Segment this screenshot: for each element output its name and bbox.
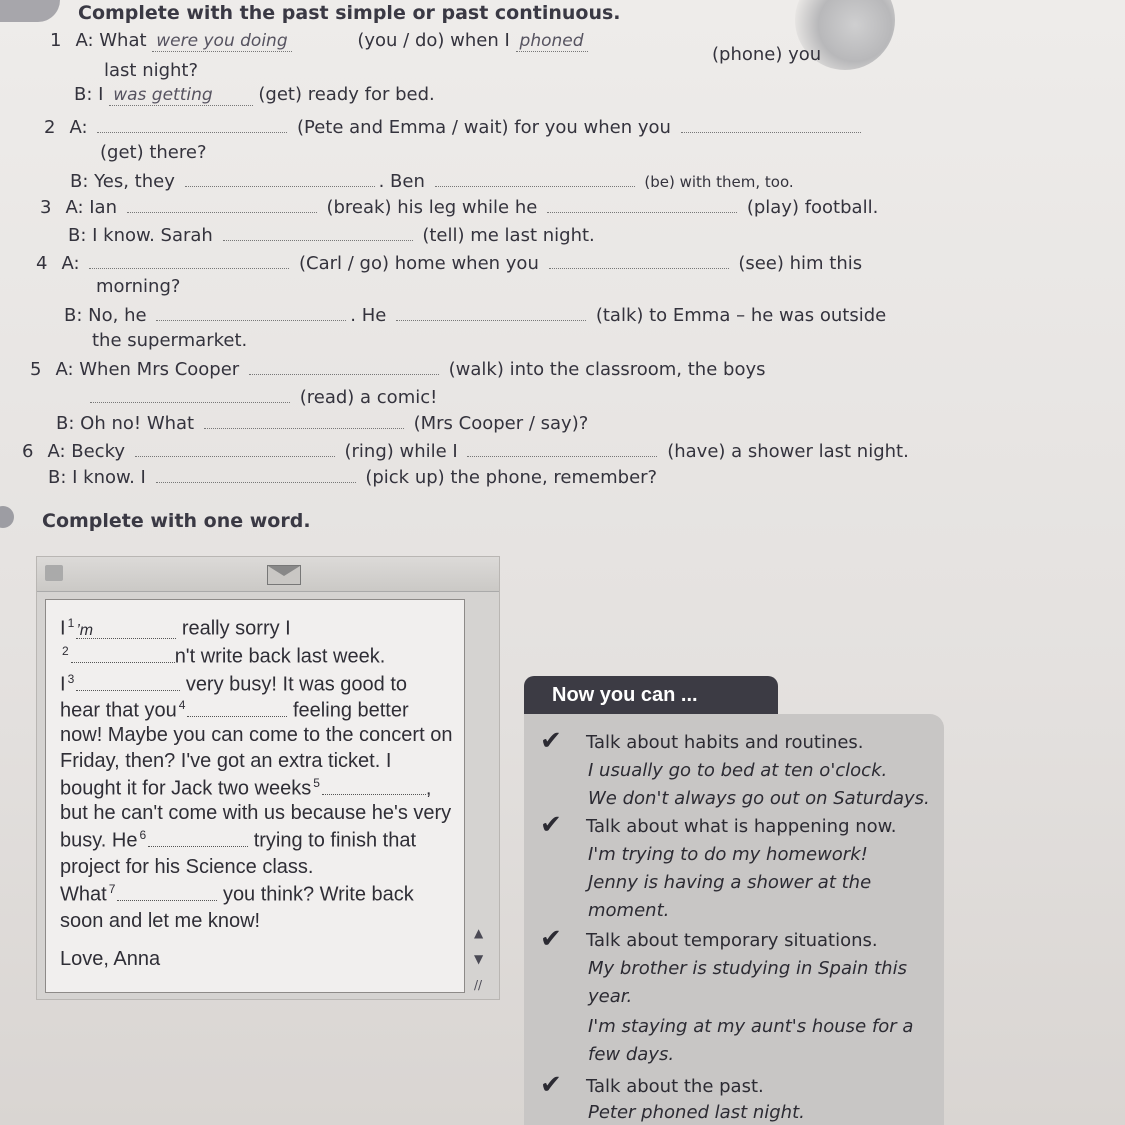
nyc-item-3-example-3: I'm staying at my aunt's house for a xyxy=(588,1016,914,1037)
email-line-4: hear that you $^4$ feeling better xyxy=(60,698,409,722)
email-line-2: $^2$ n't write back last week. xyxy=(62,644,386,668)
ex1-item6-line-b: B: I know. I (pick up) the phone, remember? xyxy=(48,464,657,488)
email-blank-1[interactable]: ’m xyxy=(76,622,176,639)
email-line-12: soon and let me know! xyxy=(60,910,261,932)
email-line-7: bought it for Jack two weeks $^5$ , xyxy=(60,776,432,800)
check-icon: ✔ xyxy=(540,726,562,756)
ex1-item4-line-a2: morning? xyxy=(96,276,181,297)
ex1-item3-blank1[interactable] xyxy=(127,194,317,213)
exercise2-instruction: Complete with one word. xyxy=(42,510,311,532)
email-blank-4[interactable] xyxy=(187,700,287,717)
check-icon: ✔ xyxy=(540,810,562,840)
email-line-8: but he can't come with us because he's very xyxy=(60,802,452,824)
nyc-item-4-example-1: Peter phoned last night. xyxy=(588,1102,805,1123)
email-blank-2[interactable] xyxy=(71,646,175,663)
ex1-item5-line-b: B: Oh no! What (Mrs Cooper / say)? xyxy=(56,410,588,434)
email-signoff: Love, Anna xyxy=(60,948,161,970)
resize-grip-icon[interactable]: // xyxy=(474,978,483,992)
ex1-item6-blank1[interactable] xyxy=(135,438,335,457)
ex1-item1-line-b: B: I was getting (get) ready for bed. xyxy=(74,84,435,105)
ex1-item3-blank2[interactable] xyxy=(547,194,737,213)
ex1-item6-line-a: 6 A: Becky (ring) while I (have) a shower last night. xyxy=(22,438,909,462)
envelope-icon xyxy=(267,565,301,585)
email-blank-6[interactable] xyxy=(148,830,248,847)
ex1-item2-line-a: 2 A: (Pete and Emma / wait) for you when you xyxy=(44,114,865,138)
nyc-item-2-example-1: I'm trying to do my homework! xyxy=(588,844,868,865)
ex1-item1-line-a: 1 A: What were you doing (you / do) when I phoned xyxy=(50,30,588,51)
email-titlebar xyxy=(37,557,499,592)
email-blank-3[interactable] xyxy=(76,674,180,691)
nyc-item-2-example-3: moment. xyxy=(588,900,670,921)
email-line-5: now! Maybe you can come to the concert on xyxy=(60,724,453,746)
ex1-item2-blank3[interactable] xyxy=(185,168,375,187)
scroll-up-icon[interactable]: ▲ xyxy=(474,926,484,940)
window-icon xyxy=(45,565,63,581)
check-icon: ✔ xyxy=(540,1070,562,1100)
scroll-down-icon[interactable]: ▼ xyxy=(474,952,484,966)
ex1-item1-phone: (phone) you xyxy=(712,44,822,65)
email-blank-5[interactable] xyxy=(322,778,426,795)
nyc-item-2-example-2: Jenny is having a shower at the xyxy=(588,872,872,893)
ex1-item3-blank3[interactable] xyxy=(223,222,413,241)
ex1-item5-line-a2: (read) a comic! xyxy=(86,384,437,408)
ex1-item4-blank3[interactable] xyxy=(156,302,346,321)
email-line-9: busy. He $^6$ trying to finish that xyxy=(60,828,417,852)
nyc-item-1-example-1: I usually go to bed at ten o'clock. xyxy=(588,760,888,781)
email-scrollbar[interactable] xyxy=(474,920,486,998)
ex1-item2-blank4[interactable] xyxy=(435,168,635,187)
ex1-item5-blank2[interactable] xyxy=(90,384,290,403)
exercise1-instruction: Complete with the past simple or past continuous. xyxy=(78,2,621,24)
email-line-6: Friday, then? I've got an extra ticket. I xyxy=(60,750,392,772)
ex1-item2-line-a2: (get) there? xyxy=(100,142,207,163)
ex1-item4-line-b2: the supermarket. xyxy=(92,330,248,351)
nyc-item-3-example-2: year. xyxy=(588,986,633,1007)
ex1-item2-line-b: B: Yes, they . Ben (be) with them, too. xyxy=(70,168,794,192)
ex1-item1-answer2[interactable]: phoned xyxy=(516,31,588,52)
ex1-item4-blank2[interactable] xyxy=(549,250,729,269)
ex1-item4-line-b: B: No, he . He (talk) to Emma – he was outside xyxy=(64,302,886,326)
now-you-can-title: Now you can ... xyxy=(524,676,778,714)
email-blank-7[interactable] xyxy=(117,884,217,901)
ex1-item1-answer3[interactable]: was getting xyxy=(109,85,252,106)
nyc-item-1-label: Talk about habits and routines. xyxy=(586,732,864,753)
ex1-item3-line-b: B: I know. Sarah (tell) me last night. xyxy=(68,222,595,246)
ex1-item6-blank3[interactable] xyxy=(156,464,356,483)
email-line-3: I $^3$ very busy! It was good to xyxy=(60,672,408,696)
ex1-item5-blank3[interactable] xyxy=(204,410,404,429)
ex1-item6-blank2[interactable] xyxy=(467,438,657,457)
email-line-10: project for his Science class. xyxy=(60,856,314,878)
nyc-item-3-label: Talk about temporary situations. xyxy=(586,930,878,951)
ex1-item3-line-a: 3 A: Ian (break) his leg while he (play) football. xyxy=(40,194,878,218)
nyc-item-3-example-4: few days. xyxy=(588,1044,675,1065)
email-body xyxy=(45,599,465,993)
email-line-11: What $^7$ you think? Write back xyxy=(60,882,414,906)
email-line-1: I $^1$ ’m really sorry I xyxy=(60,616,291,640)
nyc-item-3-example-1: My brother is studying in Spain this xyxy=(588,958,907,979)
ex1-item1-line-a2: last night? xyxy=(104,60,199,81)
ex1-item2-blank2[interactable] xyxy=(681,114,861,133)
ex1-item4-blank4[interactable] xyxy=(396,302,586,321)
nyc-item-1-example-2: We don't always go out on Saturdays. xyxy=(588,788,930,809)
ex1-item1-answer1[interactable]: were you doing xyxy=(152,31,291,52)
ex1-item4-line-a: 4 A: (Carl / go) home when you (see) him this xyxy=(36,250,862,274)
ex1-item4-blank1[interactable] xyxy=(89,250,289,269)
email-window xyxy=(36,556,500,1000)
ex1-item5-line-a: 5 A: When Mrs Cooper (walk) into the classroom, the boys xyxy=(30,356,765,380)
check-icon: ✔ xyxy=(540,924,562,954)
ex1-item2-blank1[interactable] xyxy=(97,114,287,133)
nyc-item-4-label: Talk about the past. xyxy=(586,1076,764,1097)
nyc-item-2-label: Talk about what is happening now. xyxy=(586,816,897,837)
ex1-item5-blank1[interactable] xyxy=(249,356,439,375)
